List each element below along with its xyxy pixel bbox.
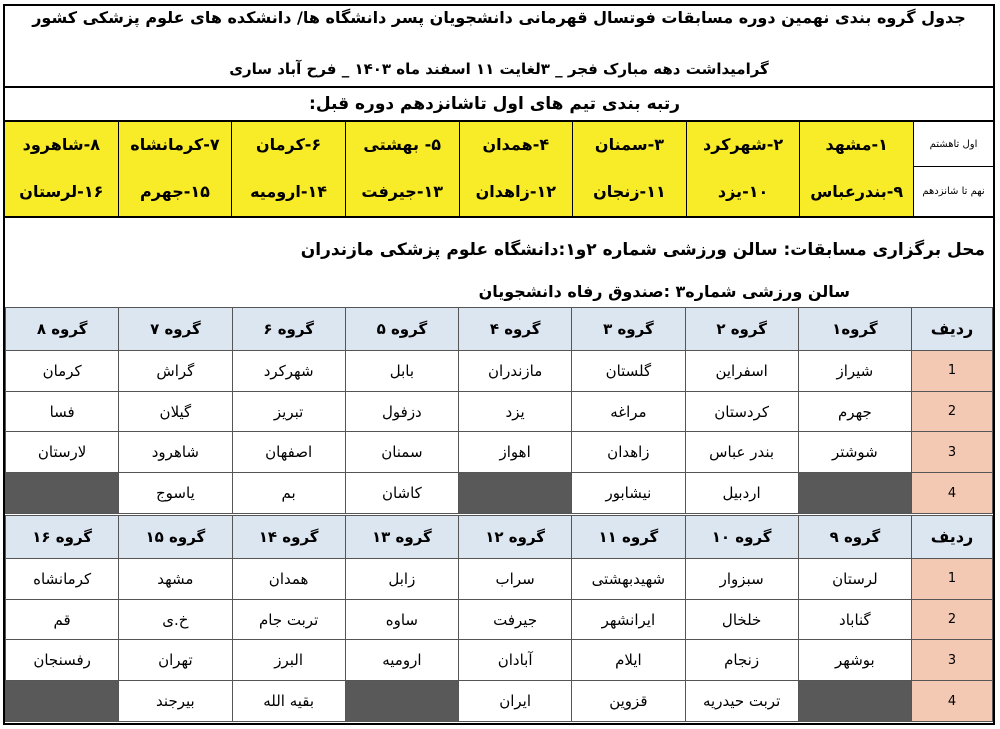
group-header: گروه ۷ (119, 308, 232, 351)
team-cell: کرمان (6, 350, 119, 391)
divider (5, 86, 993, 88)
venue-line-1: محل برگزاری مسابقات: سالن ورزشی شماره ۲و۱:دانشگاه علوم پزشکی مازندران (300, 240, 985, 260)
group-header: گروه۱ (798, 308, 911, 351)
empty-cell (6, 681, 119, 722)
ranking-cell: ۱۳-جیرفت (345, 166, 459, 216)
ranking-cell: ۲-شهرکرد (686, 122, 800, 166)
ranking-row-2 (5, 166, 993, 218)
group-header: گروه ۱۵ (119, 516, 232, 559)
ranking-row-label: اول تاهشتم (913, 122, 993, 166)
team-cell: مازندران (459, 350, 572, 391)
team-cell: کاشان (345, 473, 458, 514)
group-header: گروه ۳ (572, 308, 685, 351)
group-header: گروه ۹ (798, 516, 911, 559)
team-cell: بیرجند (119, 681, 232, 722)
team-cell: اهواز (459, 432, 572, 473)
group-header: گروه ۴ (459, 308, 572, 351)
ranking-cell: ۸-شاهرود (5, 122, 118, 166)
table-row (6, 391, 993, 432)
row-number: 1 (912, 350, 993, 391)
group-header: گروه ۱۲ (459, 516, 572, 559)
team-cell: سمنان (345, 432, 458, 473)
row-number: 4 (912, 473, 993, 514)
table-row (6, 432, 993, 473)
team-cell: فسا (6, 391, 119, 432)
team-cell: یاسوج (119, 473, 232, 514)
empty-cell (459, 473, 572, 514)
group-header: گروه ۶ (232, 308, 345, 351)
team-cell: قم (6, 599, 119, 640)
table-header-row (6, 516, 993, 559)
table-header-row (6, 308, 993, 351)
team-cell: مراغه (572, 391, 685, 432)
team-cell: زاهدان (572, 432, 685, 473)
row-number: 1 (912, 558, 993, 599)
row-number: 2 (912, 599, 993, 640)
ranking-row-1 (5, 120, 993, 167)
title-line: جدول گروه بندی نهمین دوره مسابقات فوتسال قهرمانی دانشجویان پسر دانشگاه ها/ دانشکده های علوم پزشکی کشور (32, 8, 966, 27)
team-cell: بقیه الله (232, 681, 345, 722)
group-header: گروه ۱۰ (685, 516, 798, 559)
team-cell: شیراز (798, 350, 911, 391)
ranking-cell: ۴-همدان (459, 122, 573, 166)
team-cell: دزفول (345, 391, 458, 432)
team-cell: سبزوار (685, 558, 798, 599)
team-cell: جیرفت (459, 599, 572, 640)
venue-line-2: سالن ورزشی شماره۳ :صندوق رفاه دانشجویان (478, 282, 850, 301)
team-cell: شهیدبهشتی (572, 558, 685, 599)
team-cell: بوشهر (798, 640, 911, 681)
team-cell: لرستان (798, 558, 911, 599)
radif-header: ردیف (912, 308, 993, 351)
team-cell: زنجام (685, 640, 798, 681)
ranking-cell: ۱۰-یزد (686, 166, 800, 216)
team-cell: مشهد (119, 558, 232, 599)
group-header: گروه ۱۴ (232, 516, 345, 559)
team-cell: ارومیه (345, 640, 458, 681)
team-cell: نیشابور (572, 473, 685, 514)
table-row (6, 473, 993, 514)
team-cell: رفسنجان (6, 640, 119, 681)
group-header: گروه ۵ (345, 308, 458, 351)
ranking-cell: ۱-مشهد (799, 122, 913, 166)
team-cell: یزد (459, 391, 572, 432)
row-number: 2 (912, 391, 993, 432)
team-cell: بم (232, 473, 345, 514)
team-cell: گراش (119, 350, 232, 391)
team-cell: ایران (459, 681, 572, 722)
team-cell: ساوه (345, 599, 458, 640)
ranking-cell: ۵- بهشتی (345, 122, 459, 166)
empty-cell (6, 473, 119, 514)
team-cell: گیلان (119, 391, 232, 432)
team-cell: تربت حیدریه (685, 681, 798, 722)
ranking-cell: ۱۵-جهرم (118, 166, 232, 216)
team-cell: شوشتر (798, 432, 911, 473)
group-header: گروه ۲ (685, 308, 798, 351)
table-row (6, 599, 993, 640)
team-cell: شهرکرد (232, 350, 345, 391)
ranking-cell: ۶-کرمان (231, 122, 345, 166)
team-cell: کرمانشاه (6, 558, 119, 599)
ranking-cell: ۱۴-ارومیه (231, 166, 345, 216)
team-cell: اصفهان (232, 432, 345, 473)
team-cell: سراب (459, 558, 572, 599)
team-cell: ایرانشهر (572, 599, 685, 640)
groups-table-2 (5, 515, 993, 722)
team-cell: تبریز (232, 391, 345, 432)
team-cell: جهرم (798, 391, 911, 432)
team-cell: اسفراین (685, 350, 798, 391)
ranking-cell: ۹-بندرعباس (799, 166, 913, 216)
team-cell: اردبیل (685, 473, 798, 514)
ranking-cell: ۷-کرمانشاه (118, 122, 232, 166)
team-cell: خ.ی (119, 599, 232, 640)
row-number: 4 (912, 681, 993, 722)
team-cell: لارستان (6, 432, 119, 473)
row-number: 3 (912, 640, 993, 681)
team-cell: تهران (119, 640, 232, 681)
team-cell: تربت جام (232, 599, 345, 640)
group-header: گروه ۱۱ (572, 516, 685, 559)
team-cell: گلستان (572, 350, 685, 391)
table-row (6, 681, 993, 722)
table-row (6, 350, 993, 391)
subtitle-line: گرامیداشت دهه مبارک فجر _ ۳لغایت ۱۱ اسفند ماه ۱۴۰۳ _ فرح آباد ساری (229, 60, 769, 78)
group-header: گروه ۱۶ (6, 516, 119, 559)
team-cell: شاهرود (119, 432, 232, 473)
team-cell: گناباد (798, 599, 911, 640)
empty-cell (798, 473, 911, 514)
ranking-cell: ۱۱-زنجان (572, 166, 686, 216)
ranking-cell: ۱۲-زاهدان (459, 166, 573, 216)
team-cell: قزوین (572, 681, 685, 722)
empty-cell (798, 681, 911, 722)
ranking-title: رتبه بندی تیم های اول تاشانزدهم دوره قبل: (309, 94, 680, 114)
team-cell: آبادان (459, 640, 572, 681)
team-cell: ایلام (572, 640, 685, 681)
groups-table-1 (5, 307, 993, 514)
team-cell: کردستان (685, 391, 798, 432)
ranking-cell: ۳-سمنان (572, 122, 686, 166)
team-cell: بابل (345, 350, 458, 391)
radif-header: ردیف (912, 516, 993, 559)
team-cell: بندر عباس (685, 432, 798, 473)
empty-cell (345, 681, 458, 722)
team-cell: همدان (232, 558, 345, 599)
group-header: گروه ۱۳ (345, 516, 458, 559)
team-cell: البرز (232, 640, 345, 681)
row-number: 3 (912, 432, 993, 473)
table-row (6, 640, 993, 681)
team-cell: خلخال (685, 599, 798, 640)
ranking-cell: ۱۶-لرستان (5, 166, 118, 216)
team-cell: زابل (345, 558, 458, 599)
group-header: گروه ۸ (6, 308, 119, 351)
ranking-row-label: نهم تا شانزدهم (913, 166, 993, 216)
table-row (6, 558, 993, 599)
